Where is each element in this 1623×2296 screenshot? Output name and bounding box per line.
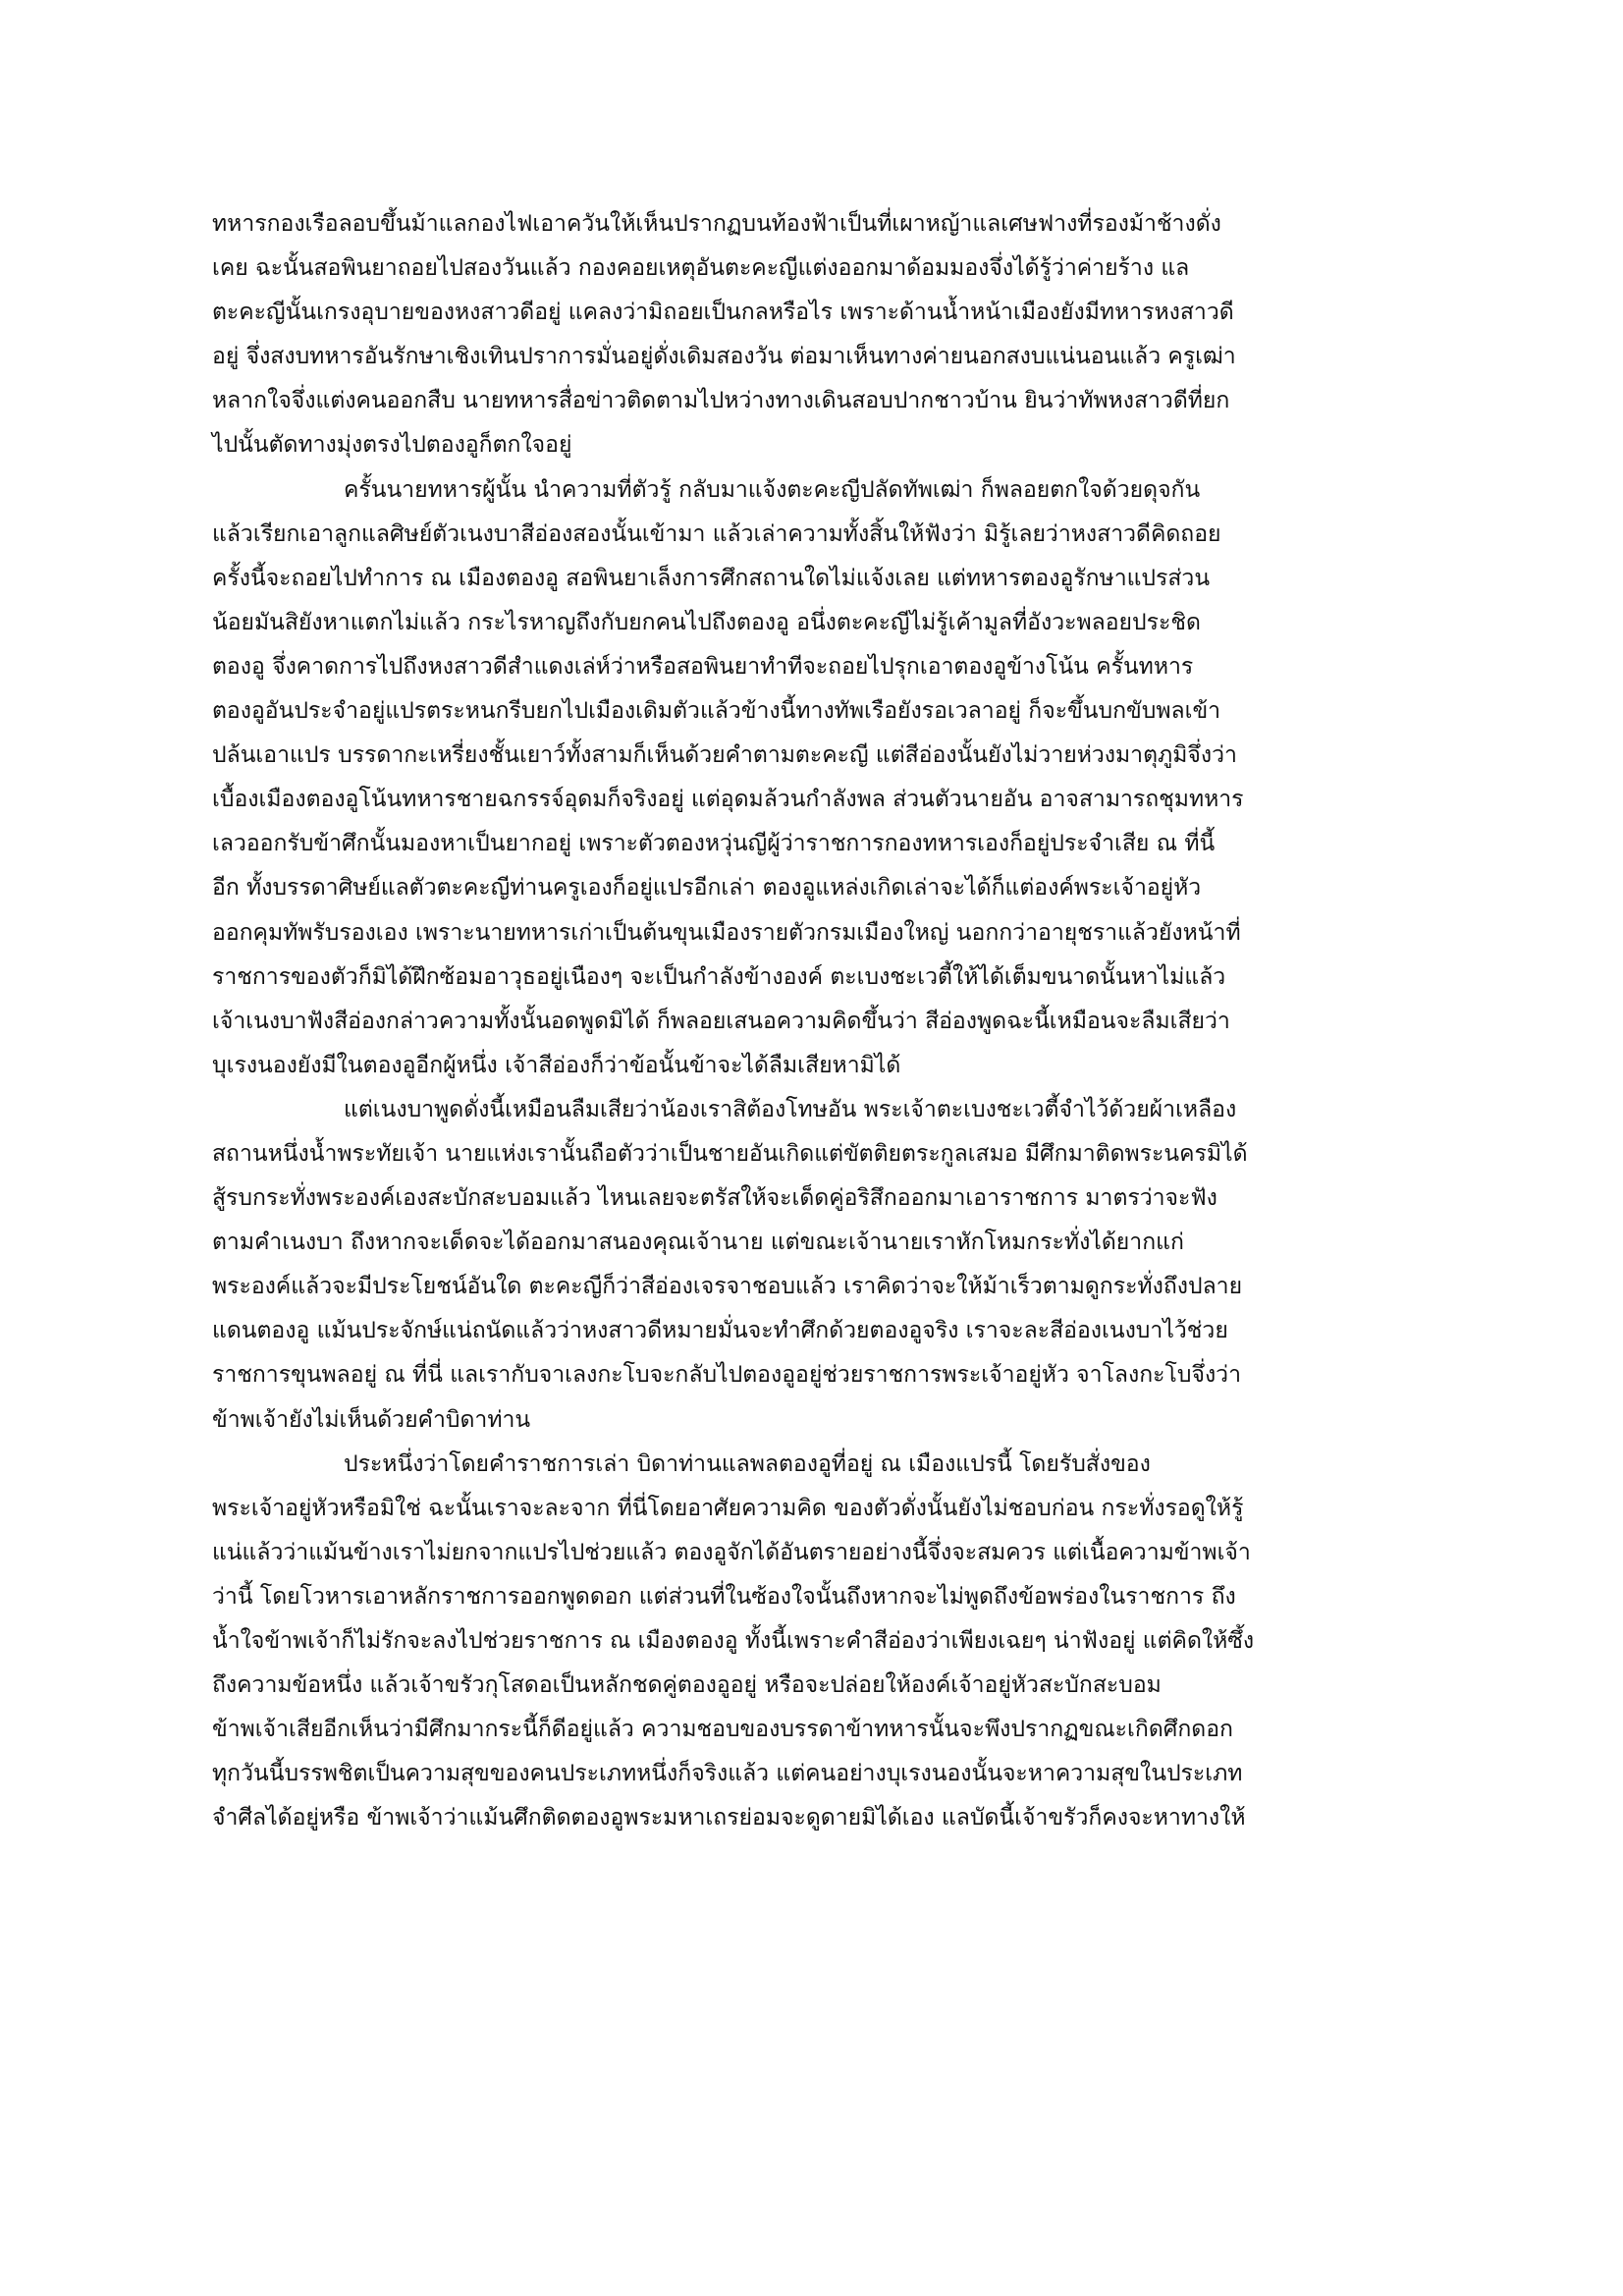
text-line: ตองอูอันประจำอยู่แปรตระหนกรีบยกไปเมืองเดิมตัวแล้วข้างนี้ทางทัพเรือยังรอเวลาอยู่ ก็จะขึ้นบกขับพลเข้า: [212, 698, 1221, 725]
text-line: ออกคุมทัพรับรองเอง เพราะนายทหารเก่าเป็นต้นขุนเมืองรายตัวกรมเมืองใหญ่ นอกกว่าอายุชราแล้วยังหน้าที่: [212, 919, 1241, 946]
paragraph: [212, 468, 1414, 1088]
text-line: ทุกวันนี้บรรพชิตเป็นความสุขของคนประเภทหนึ่งก็จริงแล้ว แต่คนอย่างบุเรงนองนั้นจะหาความสุขในประเภท: [212, 1761, 1243, 1787]
text-line: ปล้นเอาแปร บรรดากะเหรี่ยงชั้นเยาว์ทั้งสามก็เห็นด้วยคำตามตะคะญี แต่สีอ่องนั้นยังไม่วายห่วงมาตุภูมิจึ่งว่า: [212, 742, 1237, 769]
text-line: เบื้องเมืองตองอูโน้นทหารชายฉกรรจ์อุดมก็จริงอยู่ แต่อุดมล้วนกำลังพล ส่วนตัวนายอัน อาจสามารถชุมทหาร: [212, 787, 1244, 813]
text-line: ว่านี้ โดยโวหารเอาหลักราชการออกพูดดอก แต่ส่วนที่ในซ้องใจนั้นถึงหากจะไม่พูดถึงข้อพร่องในราชการ ถึง: [212, 1583, 1236, 1610]
text-line: ราชการของตัวก็มิได้ฝึกซ้อมอาวุธอยู่เนืองๆ จะเป็นกำลังข้างองค์ ตะเบงชะเวตี้ให้ได้เต็มขนาดนั้นหาไม่แล้ว: [212, 963, 1226, 990]
text-line: อยู่ จึ่งสงบทหารอันรักษาเชิงเทินปราการมั่นอยู่ดั่งเดิมสองวัน ต่อมาเห็นทางค่ายนอกสงบแน่นอนแล้ว ครูเฒ่า: [212, 344, 1236, 370]
text-line: เลวออกรับข้าศึกนั้นมองหาเป็นยากอยู่ เพราะตัวตองหวุ่นญีผู้ว่าราชการกองทหารเองก็อยู่ประจำเสีย ณ ที่นี้: [212, 831, 1216, 857]
text-line: เคย ฉะนั้นสอพินยาถอยไปสองวันแล้ว กองคอยเหตุอันตะคะญีแต่งออกมาด้อมมองจึ่งได้รู้ว่าค่ายร้าง แล: [212, 255, 1190, 282]
text-line: แล้วเรียกเอาลูกแลศิษย์ตัวเนงบาสีอ่องสองนั้นเข้ามา แล้วเล่าความทั้งสิ้นให้ฟังว่า มิรู้เลยว่าหงสาวดีคิดถอย: [212, 520, 1221, 547]
text-line: จำศีลได้อยู่หรือ ข้าพเจ้าว่าแม้นศึกติดตองอูพระมหาเถรย่อมจะดูดายมิได้เอง แลบัดนี้เจ้าขรัวก็คงจะหาทางให้: [212, 1805, 1246, 1831]
text-line: ตะคะญีนั้นเกรงอุบายของหงสาวดีอยู่ แคลงว่ามิถอยเป็นกลหรือไร เพราะด้านน้ำหน้าเมืองยังมีทหารหงสาวดี: [212, 300, 1234, 326]
text-line: สู้รบกระทั่งพระองค์เองสะบักสะบอมแล้ว ไหนเลยจะตรัสให้จะเด็ดคู่อริสึกออกมาเอาราชการ มาตรว่าจะฟัง: [212, 1185, 1217, 1212]
paragraph: [212, 1443, 1414, 1841]
text-line: บุเรงนองยังมีในตองอูอีกผู้หนึ่ง เจ้าสีอ่องก็ว่าข้อนั้นข้าจะได้ลืมเสียหามิได้: [212, 1052, 901, 1078]
text-line: ตองอู จึ่งคาดการไปถึงหงสาวดีสำแดงเล่ห์ว่าหรือสอพินยาทำทีจะถอยไปรุกเอาตองอูข้างโน้น ครั้นทหาร: [212, 653, 1194, 680]
paragraph: [212, 1088, 1414, 1443]
text-line: ตามคำเนงบา ถึงหากจะเด็ดจะได้ออกมาสนองคุณเจ้านาย แต่ขณะเจ้านายเราหักโหมกระทั่งได้ยากแก่: [212, 1230, 1184, 1256]
text-line: ประหนึ่งว่าโดยคำราชการเล่า บิดาท่านแลพลตองอูที่อยู่ ณ เมืองแปรนี้ โดยรับสั่งของ: [344, 1450, 1151, 1477]
text-line: พระเจ้าอยู่หัวหรือมิใช่ ฉะนั้นเราจะละจาก ที่นี่โดยอาศัยความคิด ของตัวดั่งนั้นยังไม่ชอบก่อน กระทั่งรอดูให้รู้: [212, 1495, 1244, 1521]
text-line: แต่เนงบาพูดดั่งนี้เหมือนลืมเสียว่าน้องเราสิต้องโทษอัน พระเจ้าตะเบงชะเวตี้จำไว้ด้วยผ้าเหลือง: [344, 1096, 1237, 1122]
text-line: ราชการขุนพลอยู่ ณ ที่นี่ แลเรากับจาเลงกะโบจะกลับไปตองอูอยู่ช่วยราชการพระเจ้าอยู่หัว จาโลงกะโบจึ่งว่า: [212, 1362, 1242, 1389]
text-line: พระองค์แล้วจะมีประโยชน์อันใด ตะคะญีก็ว่าสีอ่องเจรจาชอบแล้ว เราคิดว่าจะให้ม้าเร็วตามดูกระทั่งถึงปลาย: [212, 1274, 1243, 1300]
paragraph: [212, 202, 1414, 468]
text-line: แดนตองอู แม้นประจักษ์แน่ถนัดแล้วว่าหงสาวดีหมายมั่นจะทำศึกด้วยตองอูจริง เราจะละสีอ่องเนงบาไว้ช่วย: [212, 1318, 1228, 1344]
text-line: ครั้งนี้จะถอยไปทำการ ณ เมืองตองอู สอพินยาเล็งการศึกสถานใดไม่แจ้งเลย แต่ทหารตองอูรักษาแปรส่วน: [212, 565, 1211, 591]
text-line: ครั้นนายทหารผู้นั้น นำความที่ตัวรู้ กลับมาแจ้งตะคะญีปลัดทัพเฒ่า ก็พลอยตกใจด้วยดุจกัน: [344, 476, 1201, 503]
text-line: อีก ทั้งบรรดาศิษย์แลตัวตะคะญีท่านครูเองก็อยู่แปรอีกเล่า ตองอูแหล่งเกิดเล่าจะได้ก็แต่องค์พระเจ้าอยู่หัว: [212, 875, 1202, 902]
text-line: ข้าพเจ้าเสียอีกเห็นว่ามีศึกมากระนี้ก็ดีอยู่แล้ว ความชอบของบรรดาข้าทหารนั้นจะพึงปรากฏขณะเกิดศึกดอก: [212, 1717, 1233, 1743]
text-line: เจ้าเนงบาฟังสีอ่องกล่าวความทั้งนั้นอดพูดมิได้ ก็พลอยเสนอความคิดขึ้นว่า สีอ่องพูดฉะนี้เหมือนจะลืมเสียว่า: [212, 1008, 1230, 1034]
text-line: ข้าพเจ้ายังไม่เห็นด้วยคำบิดาท่าน: [212, 1406, 531, 1433]
text-line: ทหารกองเรือลอบขึ้นม้าแลกองไฟเอาควันให้เห็นปรากฏบนท้องฟ้าเป็นที่เผาหญ้าแลเศษฟางที่รองม้าช้างดั่ง: [212, 211, 1221, 237]
text-line: แน่แล้วว่าแม้นข้างเราไม่ยกจากแปรไปช่วยแล้ว ตองอูจักได้อันตรายอย่างนี้จึ่งจะสมควร แต่เนื้อความข้าพเจ้า: [212, 1539, 1251, 1565]
text-line: น้ำใจข้าพเจ้าก็ไม่รักจะลงไปช่วยราชการ ณ เมืองตองอู ทั้งนี้เพราะคำสีอ่องว่าเพียงเฉยๆ น่าฟังอยู่ แต่คิดให้ซึ้ง: [212, 1628, 1255, 1654]
text-line: ถึงความข้อหนึ่ง แล้วเจ้าขรัวกุโสดอเป็นหลักชดคู่ตองอูอยู่ หรือจะปล่อยให้องค์เจ้าอยู่หัวสะบักสะบอม: [212, 1672, 1162, 1699]
text-line: สถานหนึ่งน้ำพระทัยเจ้า นายแห่งเรานั้นถือตัวว่าเป็นชายอันเกิดแต่ขัตติยตระกูลเสมอ มีศึกมาติดพระนครมิได้: [212, 1140, 1248, 1167]
text-line: น้อยมันสิยังหาแตกไม่แล้ว กระไรหาญถึงกับยกคนไปถึงตองอู อนึ่งตะคะญีไม่รู้เค้ามูลที่อังวะพลอยประชิด: [212, 609, 1201, 635]
text-line: ไปนั้นตัดทางมุ่งตรงไปตองอูก็ตกใจอยู่: [212, 432, 572, 459]
text-line: หลากใจจึ่งแต่งคนออกสืบ นายทหารสื่อข่าวติดตามไปหว่างทางเดินสอบปากชาวบ้าน ยินว่าทัพหงสาวดีที่ยก: [212, 388, 1230, 414]
body-text: [212, 202, 1414, 1840]
